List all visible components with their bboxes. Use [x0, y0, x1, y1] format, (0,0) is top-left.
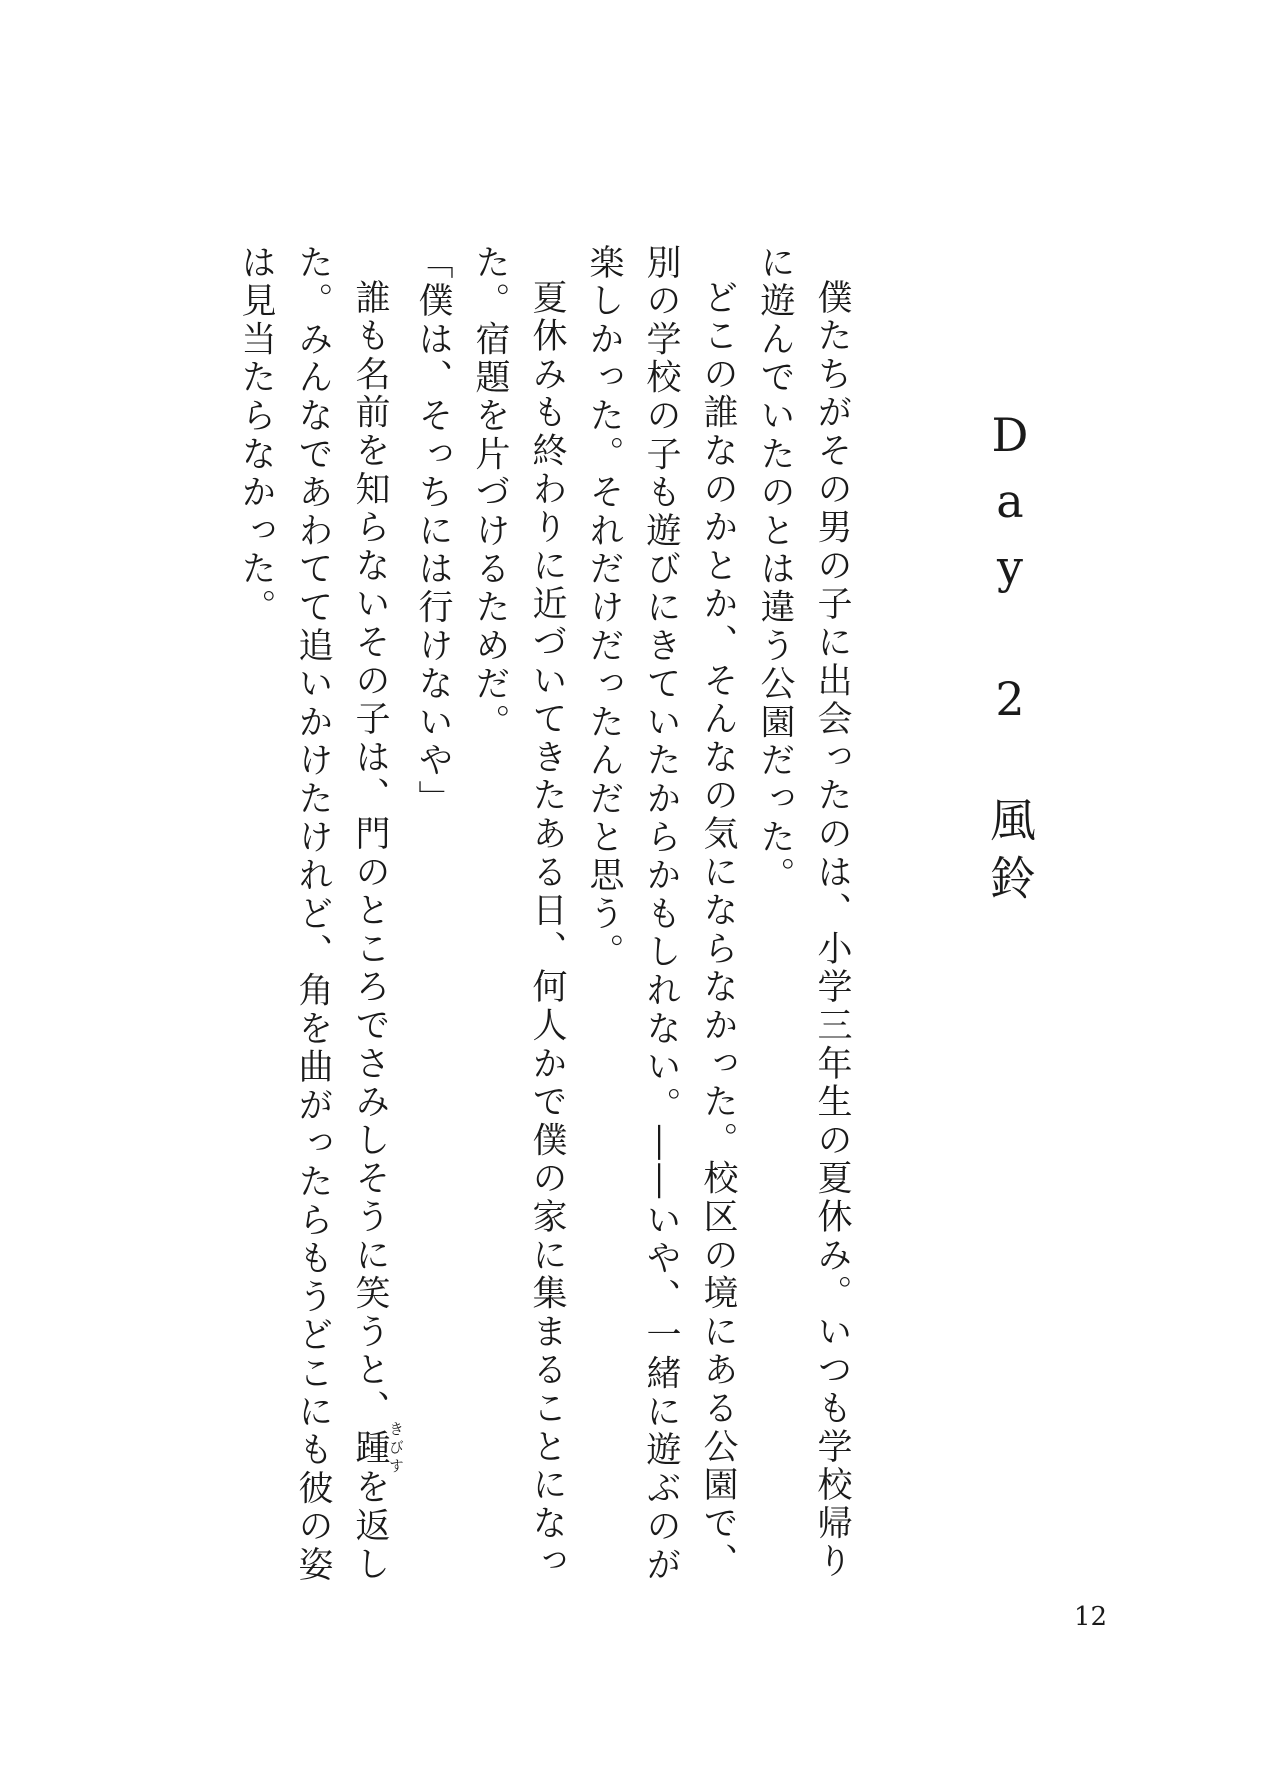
paragraph-5 [227, 244, 404, 1604]
ruby-word [350, 1421, 405, 1476]
paragraph-3: 夏休みも終わりに近づいてきたある日、何人かで僕の家に集まることになった。宿題を片づけるためだ。 [470, 244, 567, 1582]
body-text [220, 244, 860, 1604]
dialogue-line: 「僕は、そっちには行けないや」 [413, 244, 453, 819]
paragraph-2: どこの誰なのかとか、そんなの気にならなかった。校区の境にある公園で、別の学校の子も遊びにきていたからかもしれない。――いや、一緒に遊ぶのが楽しかった。それだけだったんだと思う。 [584, 244, 738, 1585]
paragraph-1: 僕たちがその男の子に出会ったのは、小学三年生の夏休み。いつも学校帰りに遊んでいたのとは違う公園だった。 [755, 244, 852, 1582]
paragraph-5-after: を返した。みんなであわてて追いかけたけれど、角を曲がったらもうどこにも彼の姿は見当たらなかった。 [236, 244, 390, 1585]
page-number: 12 [1074, 1602, 1108, 1632]
ruby-base: 踵 [350, 1421, 390, 1476]
ruby-reading: きびす [387, 1421, 405, 1476]
chapter-title: Day 2 風鈴 [983, 408, 1037, 912]
paragraph-5-before: 誰も名前を知らないその子は、門のところでさみしそうに笑うと、 [350, 279, 390, 1428]
